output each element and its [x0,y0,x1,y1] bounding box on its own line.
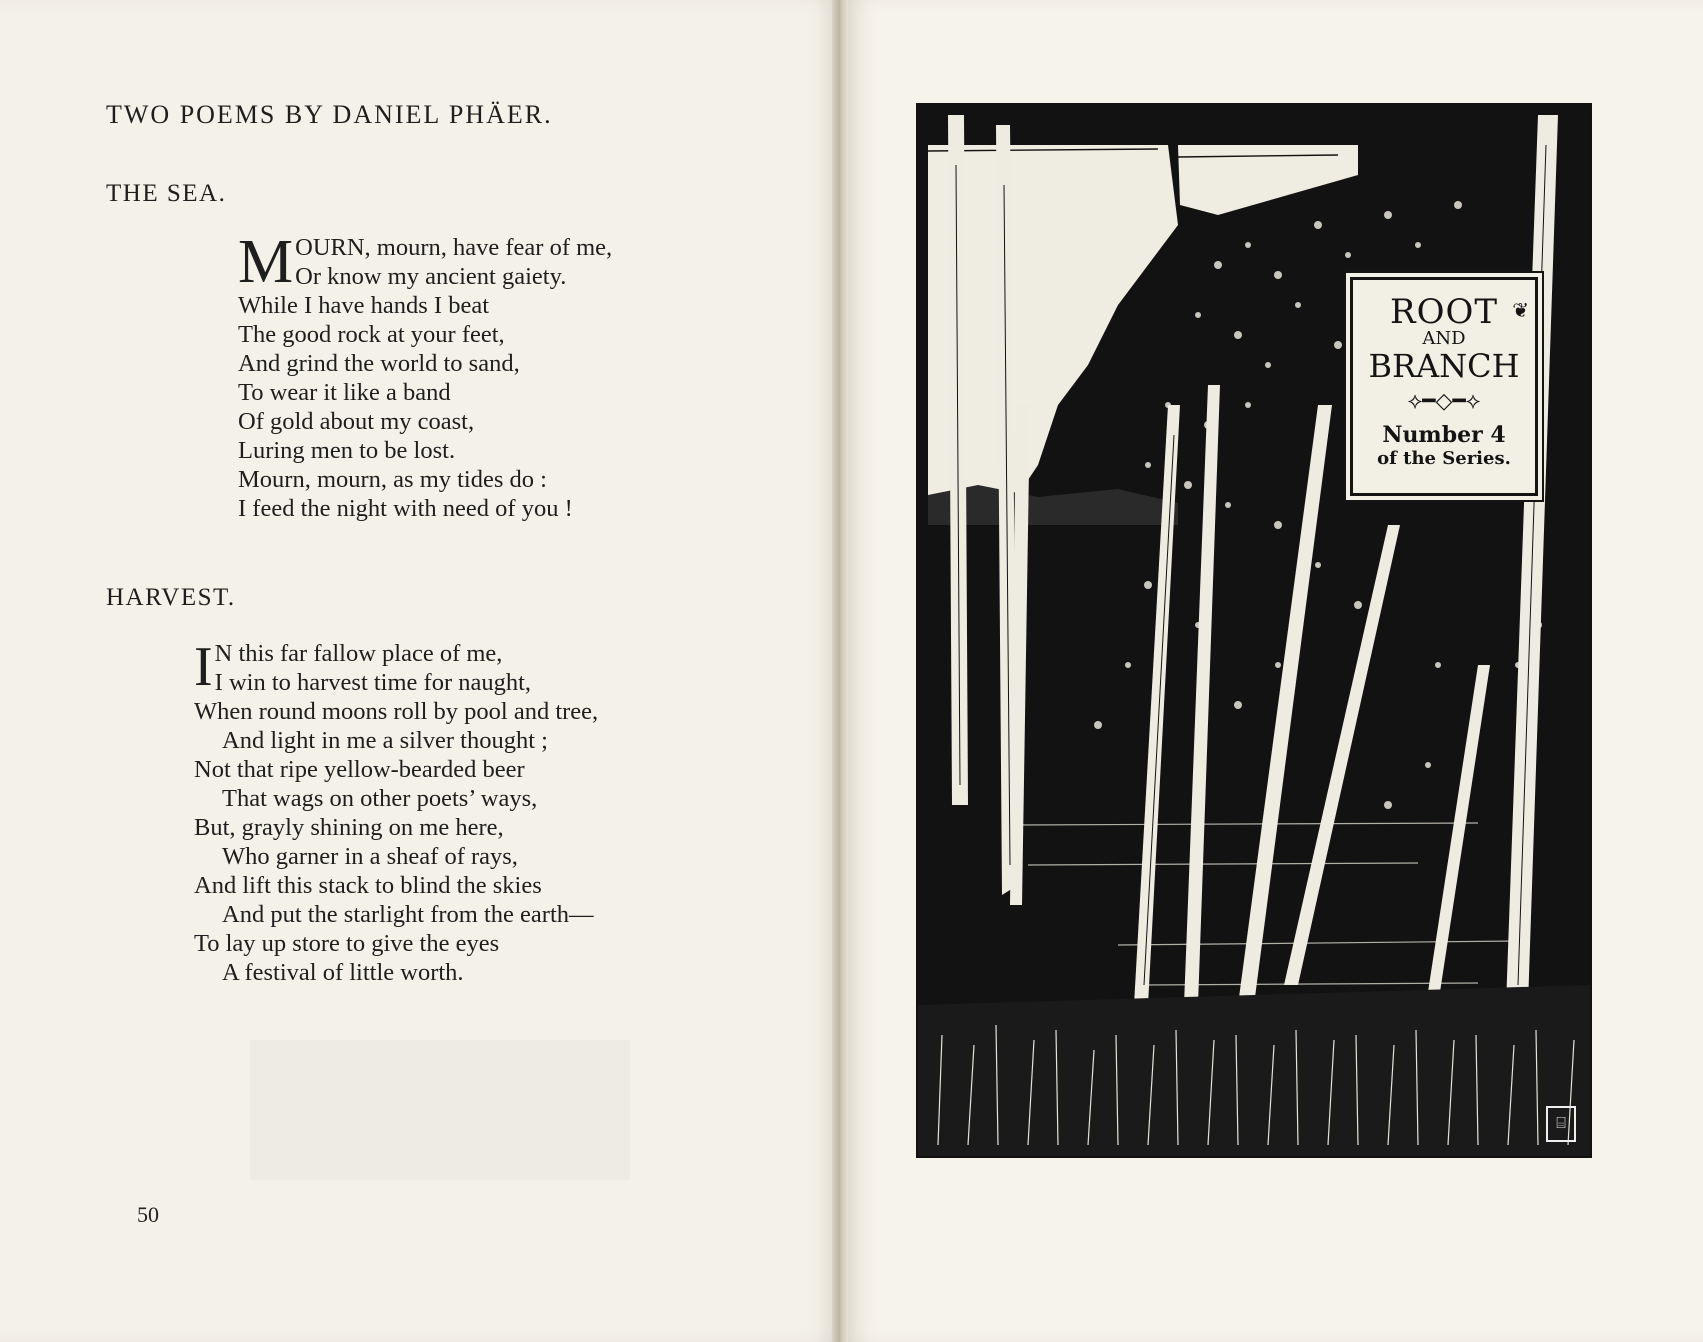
poem-line: The good rock at your feet, [238,321,505,348]
poem-line: And lift this stack to blind the skies [194,872,542,899]
poem-line: And light in me a silver thought ; [222,727,548,754]
poem-line: Or know my ancient gaiety. [295,263,567,290]
title-plaque [1350,277,1538,496]
poem-sea [238,228,613,523]
poem-line: And put the starlight from the earth— [222,901,594,928]
poem-line: I win to harvest time for naught, [214,669,532,696]
poem-line: Not that ripe yellow-bearded beer [194,756,525,783]
plaque-number: Number 4 [1382,422,1506,448]
poem-sea-opening [238,228,613,296]
poem-line: And grind the world to sand, [238,350,520,377]
poem-line: While I have hands I beat [238,292,490,319]
poem-line: N this far fallow place of me, [214,640,503,667]
poem-line: That wags on other poets’ ways, [222,785,538,812]
poem-line: To lay up store to give the eyes [194,930,500,957]
artist-monogram-icon: ⌸ [1546,1106,1576,1142]
plaque-series: of the Series. [1377,448,1511,469]
poem-line: When round moons roll by pool and tree, [194,698,599,725]
book-gutter [832,0,848,1342]
poem-line: To wear it like a band [238,379,451,406]
poem-line: But, grayly shining on me here, [194,814,504,841]
plaque-branch: BRANCH [1368,347,1520,385]
page-number: 50 [137,1202,159,1227]
poem-title-harvest: HARVEST. [106,584,236,611]
poem-harvest-opening [194,636,598,698]
show-through-shadow [250,1040,630,1180]
woodcut-forest-illustration [916,103,1592,1158]
poem-line: Mourn, mourn, as my tides do : [238,466,547,493]
dropcap: M [238,228,294,296]
poem-line: A festival of little worth. [222,959,464,986]
poem-title-sea: THE SEA. [106,180,227,207]
plaque-root: ROOT [1389,292,1499,332]
poem-line: Of gold about my coast, [238,408,475,435]
plaque-and: AND [1422,328,1466,349]
dropcap: I [194,636,213,698]
poem-line: OURN, mourn, have fear of me, [295,234,613,261]
poem-line: I feed the night with need of you ! [238,495,573,522]
poem-harvest [194,636,599,987]
page-header: TWO POEMS BY DANIEL PHÄER. [106,100,553,129]
branch-ornament-icon: ⟡━◇━⟡ [1407,389,1481,414]
poem-line: Who garner in a sheaf of rays, [222,843,518,870]
poem-line: Luring men to be lost. [238,437,456,464]
leaf-sprig-icon: ❦ [1512,298,1529,322]
